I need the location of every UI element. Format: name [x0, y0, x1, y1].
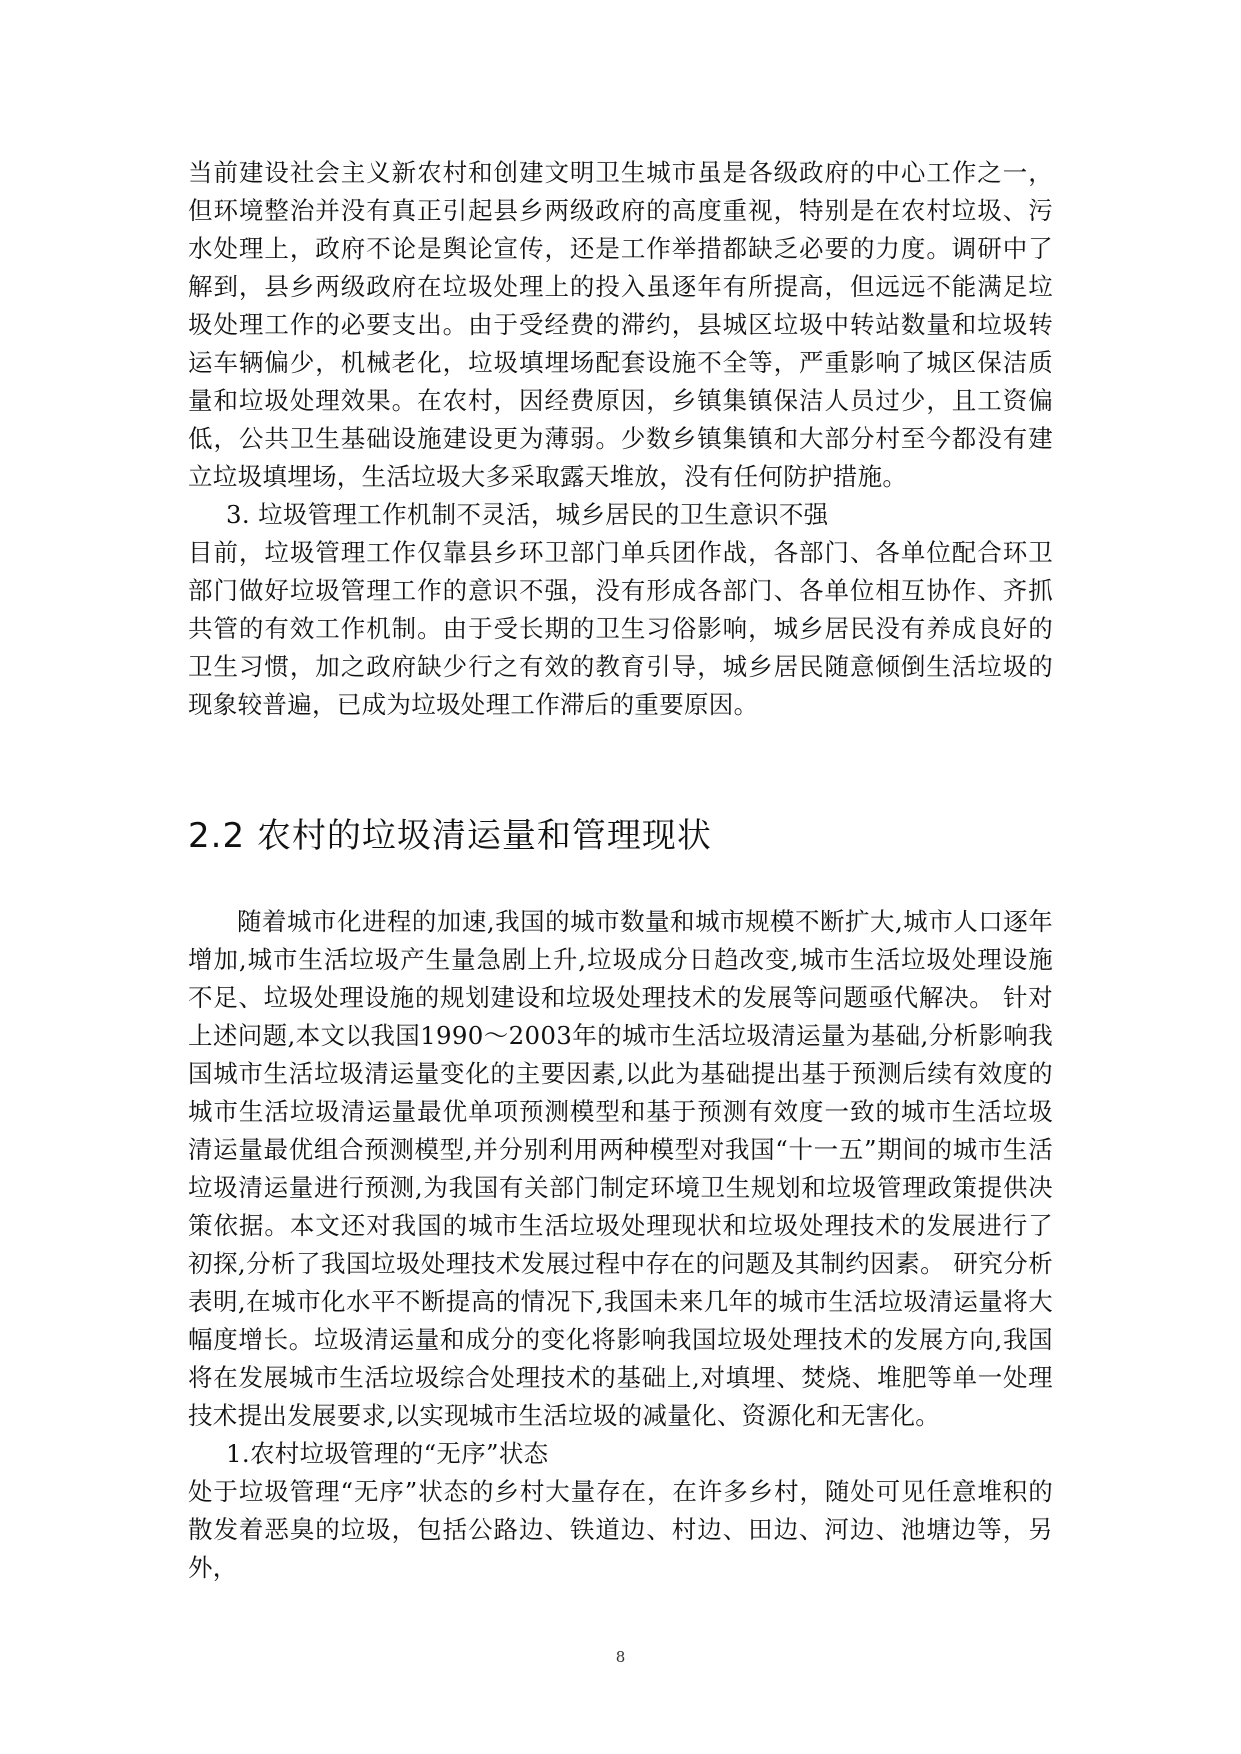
body-paragraph: 当前建设社会主义新农村和创建文明卫生城市虽是各级政府的中心工作之一，但环境整治并没有真正引起县乡两级政府的高度重视，特别是在农村垃圾、污水处理上，政府不论是舆论宣传，还是工作举措都缺乏必要的力度。调研中了解到，县乡两级政府在垃圾处理上的投入虽逐年有所提高，但远远不能满足垃圾处理工作的必要支出。由于受经费的滞约，县城区垃圾中转站数量和垃圾转运车辆偏少，机械老化，垃圾填埋场配套设施不全等，严重影响了城区保洁质量和垃圾处理效果。在农村，因经费原因，乡镇集镇保洁人员过少，且工资偏低，公共卫生基础设施建设更为薄弱。少数乡镇集镇和大部分村至今都没有建立垃圾填埋场，生活垃圾大多采取露天堆放，没有任何防护措施。 — [188, 158, 1053, 491]
section-heading-2-2: 2.2 农村的垃圾清运量和管理现状 — [188, 816, 712, 856]
body-paragraph: 处于垃圾管理“无序”状态的乡村大量存在，在许多乡村，随处可见任意堆积的散发着恶臭的垃圾，包括公路边、铁道边、村边、田边、河边、池塘边等，另外， — [188, 1477, 1053, 1582]
body-paragraph: 随着城市化进程的加速,我国的城市数量和城市规模不断扩大,城市人口逐年增加,城市生活垃圾产生量急剧上升,垃圾成分日趋改变,城市生活垃圾处理设施不足、垃圾处理设施的规划建设和垃圾处理技术的发展等问题亟代解决。 针对上述问题,本文以我国1990～2003年的城市生活垃圾清运量为基础,分析影响我国城市生活垃圾清运量变化的主要因素,以此为基础提出基于预测后续有效度的城市生活垃圾清运量最优单项预测模型和基于预测有效度一致的城市生活垃圾清运量最优组合预测模型,并分别利用两种模型对我国“十一五”期间的城市生活垃圾清运量进行预测,为我国有关部门制定环境卫生规划和垃圾管理政策提供决策依据。本文还对我国的城市生活垃圾处理现状和垃圾处理技术的发展进行了初探,分析了我国垃圾处理技术发展过程中存在的问题及其制约因素。 研究分析表明,在城市化水平不断提高的情况下,我国未来几年的城市生活垃圾清运量将大幅度增长。垃圾清运量和成分的变化将影响我国垃圾处理技术的发展方向,我国将在发展城市生活垃圾综合处理技术的基础上,对填埋、焚烧、堆肥等单一处理技术提出发展要求,以实现城市生活垃圾的减量化、资源化和无害化。 — [188, 907, 1053, 1430]
subheading-1: 1.农村垃圾管理的“无序”状态 — [226, 1439, 549, 1468]
page-number: 8 — [615, 1648, 626, 1666]
body-paragraph: 目前，垃圾管理工作仅靠县乡环卫部门单兵团作战，各部门、各单位配合环卫部门做好垃圾管理工作的意识不强，没有形成各部门、各单位相互协作、齐抓共管的有效工作机制。由于受长期的卫生习俗影响，城乡居民没有养成良好的卫生习惯，加之政府缺少行之有效的教育引导，城乡居民随意倾倒生活垃圾的现象较普遍，已成为垃圾处理工作滞后的重要原因。 — [188, 538, 1053, 719]
subheading-3: 3. 垃圾管理工作机制不灵活，城乡居民的卫生意识不强 — [226, 500, 829, 529]
body-text-block-1 — [188, 154, 1053, 724]
body-text-block-2 — [188, 903, 1053, 1587]
